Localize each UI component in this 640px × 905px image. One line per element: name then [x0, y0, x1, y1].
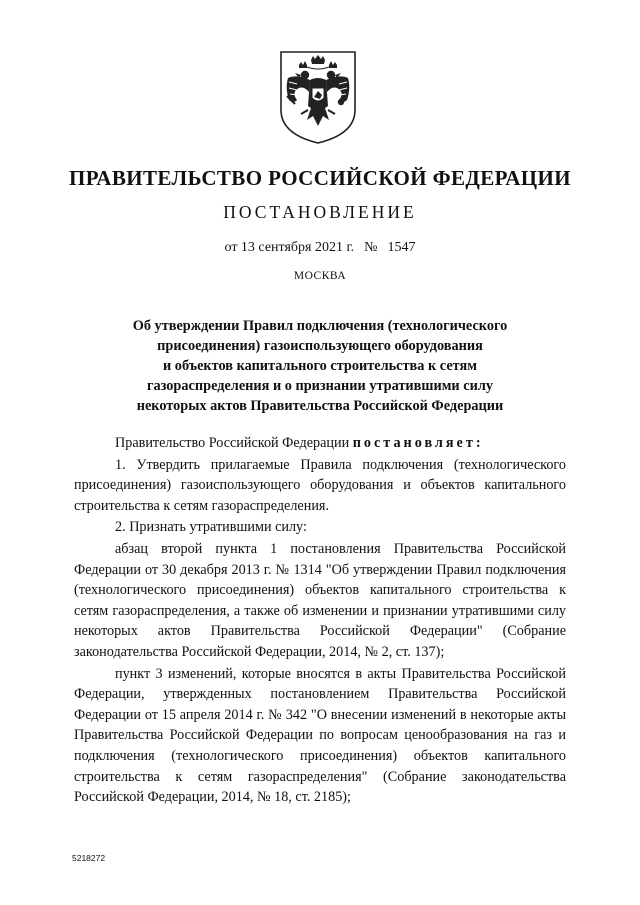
government-name: ПРАВИТЕЛЬСТВО РОССИЙСКОЙ ФЕДЕРАЦИИ: [69, 166, 571, 190]
footer-code: 5218272: [72, 853, 106, 863]
document-title: [100, 316, 540, 416]
document-city: МОСКВА: [293, 270, 347, 282]
document-type: ПОСТАНОВЛЕНИЕ: [223, 202, 417, 222]
paragraph-1: 1. Утвердить прилагаемые Правила подключения (технологического присоединения) газоиспользующего оборудования и объектов капитального строительства к сетям газораспределения.: [74, 456, 566, 514]
paragraph-2: 2. Признать утратившими силу:: [115, 519, 307, 536]
paragraph-4: пункт 3 изменений, которые вносятся в акты Правительства Российской Федерации, утвержденных постановлением Правительства Российской Федерации от 15 апреля 2014 г. № 342 "О внесении изменений в некоторые акты Правительства Российской Федерации по вопросам ценообразования на газ и подключения (технологического присоединения) объектов капитального строительства к сетям газораспределения" (Собрание законодательства Российской Федерации, 2014, № 18, ст. 2185);: [74, 665, 566, 806]
title-line: газораспределения и о признании утратившими силу: [146, 378, 493, 394]
document-date-line: [0, 240, 640, 256]
coat-of-arms-icon: [277, 48, 359, 146]
title-line: некоторых актов Правительства Российской Федерации: [136, 398, 504, 414]
title-line: Об утверждении Правил подключения (технологического: [132, 318, 508, 334]
document-date: от 13 сентября 2021 г.: [224, 240, 355, 255]
decree-word: постановляет:: [352, 435, 484, 451]
intro-paragraph: [74, 433, 566, 454]
document-number: 1547: [387, 240, 416, 255]
number-sign: №: [364, 240, 378, 255]
title-line: и объектов капитального строительства к сетям: [163, 358, 477, 374]
paragraph-3: абзац второй пункта 1 постановления Правительства Российской Федерации от 30 декабря 2013 г. № 1314 "Об утверждении Правил подключения (технологического присоединения) объектов капитального строительства к сетям газораспределения, а также об изменении и признании утратившими силу некоторых актов Правительства Российской Федерации" (Собрание законодательства Российской Федерации, 2014, № 2, ст. 137);: [74, 540, 566, 660]
document-body: [74, 433, 566, 808]
title-line: присоединения) газоиспользующего оборудования: [157, 338, 483, 354]
intro-prefix: Правительство Российской Федерации: [115, 435, 350, 451]
